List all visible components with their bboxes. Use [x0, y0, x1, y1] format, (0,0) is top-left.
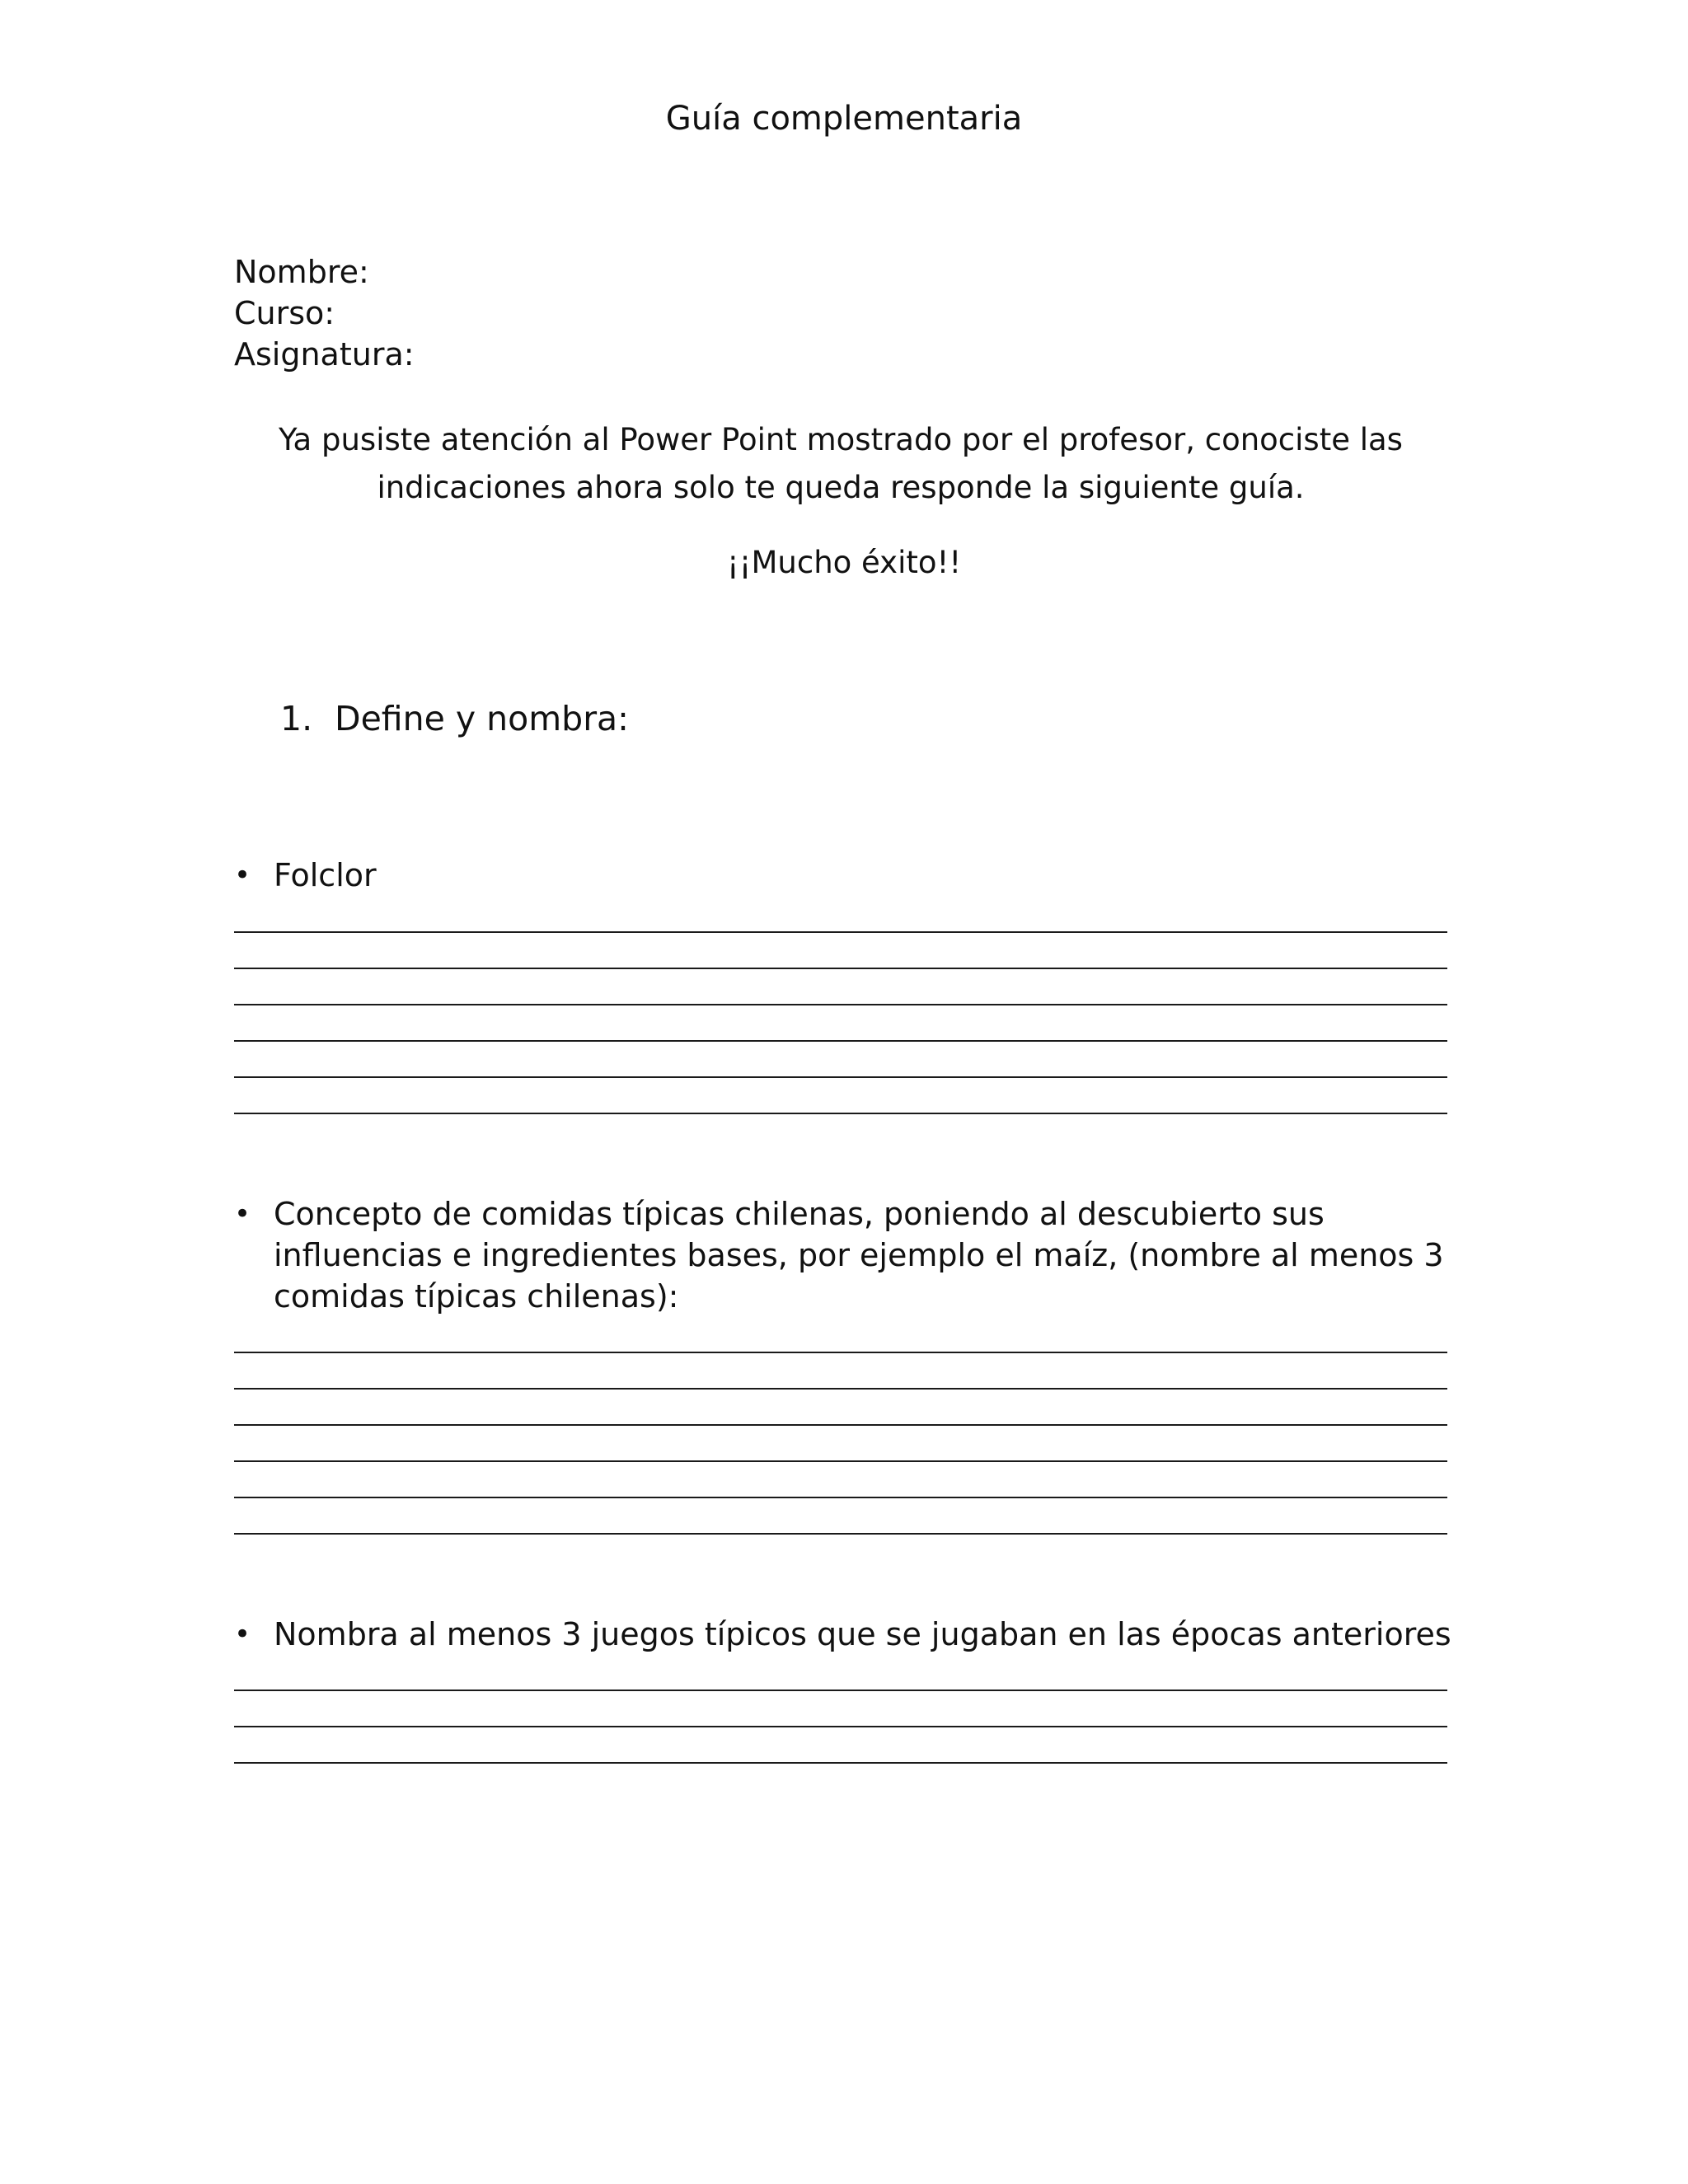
question-1-heading — [280, 696, 629, 741]
subject-field-label: Asignatura: — [234, 336, 415, 373]
list-item-text: Folclor — [274, 857, 377, 893]
list-item-text: Concepto de comidas típicas chilenas, poniendo al descubierto sus influencias e ingredientes bases, por ejemplo el maíz, (nombre al menos 3 comidas típicas chilenas): — [274, 1196, 1444, 1315]
answer-line[interactable] — [234, 931, 1447, 933]
list-item-folclor — [234, 855, 1454, 896]
answer-line[interactable] — [234, 1690, 1447, 1691]
bullet-icon: • — [234, 1618, 251, 1651]
intro-paragraph: Ya pusiste atención al Power Point mostrado por el profesor, conociste las indicaciones ahora solo te queda responde la siguiente guía. — [279, 422, 1403, 505]
encouragement-text: ¡¡Mucho éxito!! — [726, 545, 962, 580]
answer-line[interactable] — [234, 1460, 1447, 1462]
course-field-label: Curso: — [234, 295, 335, 331]
list-item-juegos-tipicos — [234, 1614, 1454, 1655]
bullet-icon: • — [234, 1197, 251, 1230]
student-info-fields — [234, 251, 415, 375]
bullet-icon: • — [234, 859, 251, 892]
name-field-label: Nombre: — [234, 254, 369, 290]
answer-line[interactable] — [234, 1040, 1447, 1042]
answer-line[interactable] — [234, 968, 1447, 969]
answer-line[interactable] — [234, 1497, 1447, 1498]
question-label: Define y nombra: — [335, 699, 629, 738]
answer-line[interactable] — [234, 1076, 1447, 1078]
answer-line[interactable] — [234, 1762, 1447, 1764]
answer-line[interactable] — [234, 1352, 1447, 1353]
answer-line[interactable] — [234, 1113, 1447, 1114]
page-title: Guía complementaria — [665, 100, 1023, 138]
answer-line[interactable] — [234, 1533, 1447, 1535]
answer-line[interactable] — [234, 1424, 1447, 1426]
question-number: 1. — [280, 699, 313, 738]
answer-line[interactable] — [234, 1004, 1447, 1005]
answer-line[interactable] — [234, 1726, 1447, 1727]
list-item-text: Nombra al menos 3 juegos típicos que se jugaban en las épocas anteriores — [274, 1616, 1451, 1652]
answer-line[interactable] — [234, 1388, 1447, 1390]
list-item-comidas-tipicas — [234, 1193, 1454, 1317]
